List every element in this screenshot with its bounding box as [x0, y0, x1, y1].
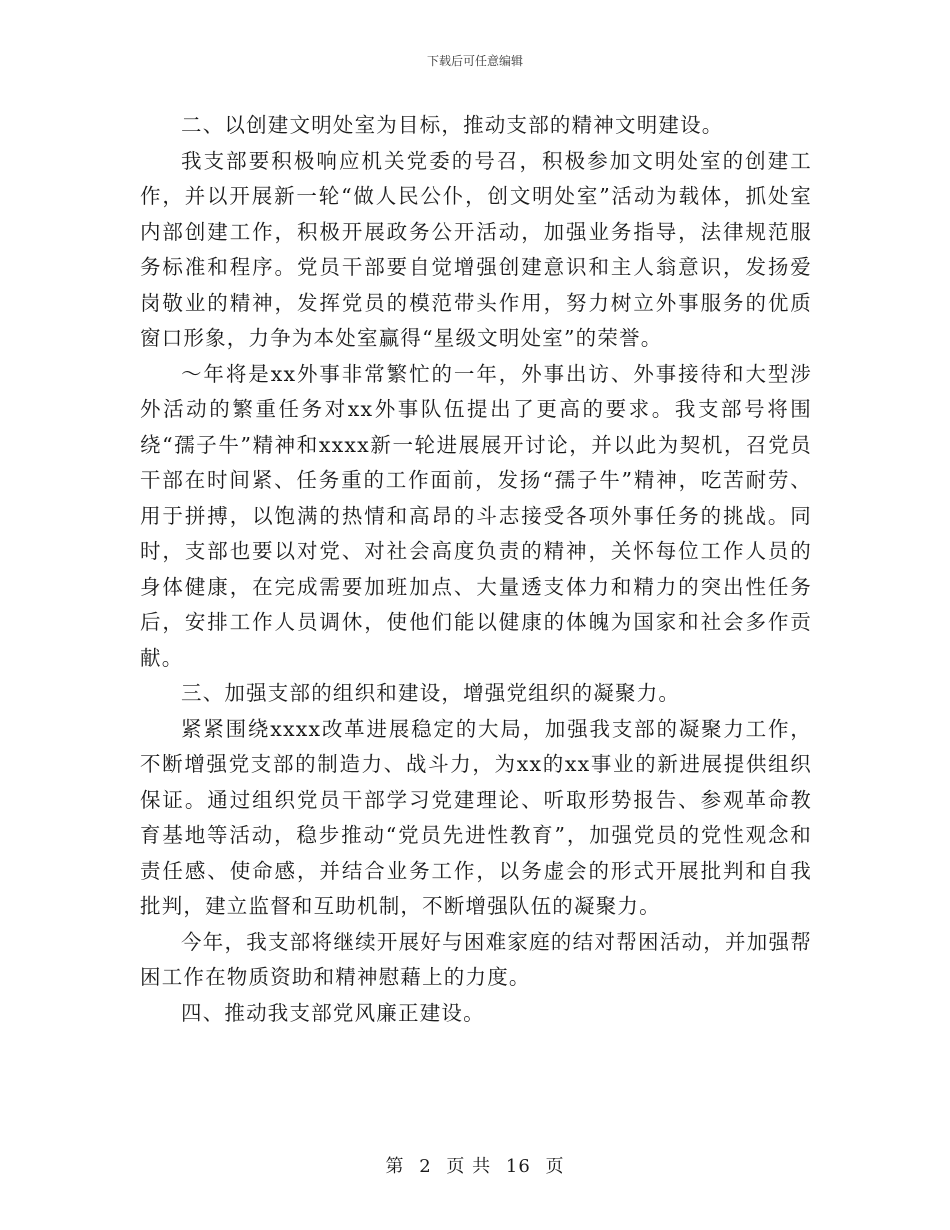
section-heading-4: 四、推动我支部党风廉正建设。 — [181, 1000, 485, 1025]
header-note: 下载后可任意编辑 — [426, 54, 523, 68]
page-total: 16 — [505, 1156, 531, 1177]
page-footer — [0, 1156, 950, 1178]
footer-suffix: 页 — [545, 1156, 565, 1177]
footer-prefix: 第 — [385, 1156, 405, 1177]
body-paragraph: 今年，我支部将继续开展好与困难家庭的结对帮困活动，并加强帮困工作在物质资助和精神慰藉上的力度。 — [140, 929, 812, 989]
page-number: 2 — [419, 1156, 432, 1177]
body-paragraph: 紧紧围绕xxxx改革进展稳定的大局，加强我支部的凝聚力工作，不断增强党支部的制造力、战斗力，为xx的xx事业的新进展提供组织保证。通过组织党员干部学习党建理论、听取形势报告、参观革命教育基地等活动，稳步推动“党员先进性教育”，加强党员的党性观念和责任感、使命感，并结合业务工作，以务虚会的形式开展批判和自我批判，建立监督和互助机制，不断增强队伍的凝聚力。 — [140, 716, 812, 918]
body-paragraph: 我支部要积极响应机关党委的号召，积极参加文明处室的创建工作，并以开展新一轮“做人民公仆，创文明处室”活动为载体，抓处室内部创建工作，积极开展政务公开活动，加强业务指导，法律规范服务标准和程序。党员干部要自觉增强创建意识和主人翁意识，发扬爱岗敬业的精神，发挥党员的模范带头作用，努力树立外事服务的优质窗口形象，力争为本处室赢得“星级文明处室”的荣誉。 — [140, 148, 812, 350]
body-paragraph: ～年将是xx外事非常繁忙的一年，外事出访、外事接待和大型涉外活动的繁重任务对xx外事队伍提出了更高的要求。我支部号将围绕“孺子牛”精神和xxxx新一轮进展展开讨论，并以此为契机，召党员干部在时间紧、任务重的工作面前，发扬“孺子牛”精神，吃苦耐劳、用于拼搏，以饱满的热情和高昂的斗志接受各项外事任务的挑战。同时，支部也要以对党、对社会高度负责的精神，关怀每位工作人员的身体健康，在完成需要加班加点、大量透支体力和精力的突出性任务后，安排工作人员调休，使他们能以健康的体魄为国家和社会多作贡献。 — [140, 361, 812, 670]
section-heading-3: 三、加强支部的组织和建设，增强党组织的凝聚力。 — [181, 681, 681, 705]
footer-middle: 页 共 — [446, 1156, 492, 1177]
document-body — [140, 108, 812, 1031]
section-heading-2: 二、以创建文明处室为目标，推动支部的精神文明建设。 — [181, 113, 724, 137]
